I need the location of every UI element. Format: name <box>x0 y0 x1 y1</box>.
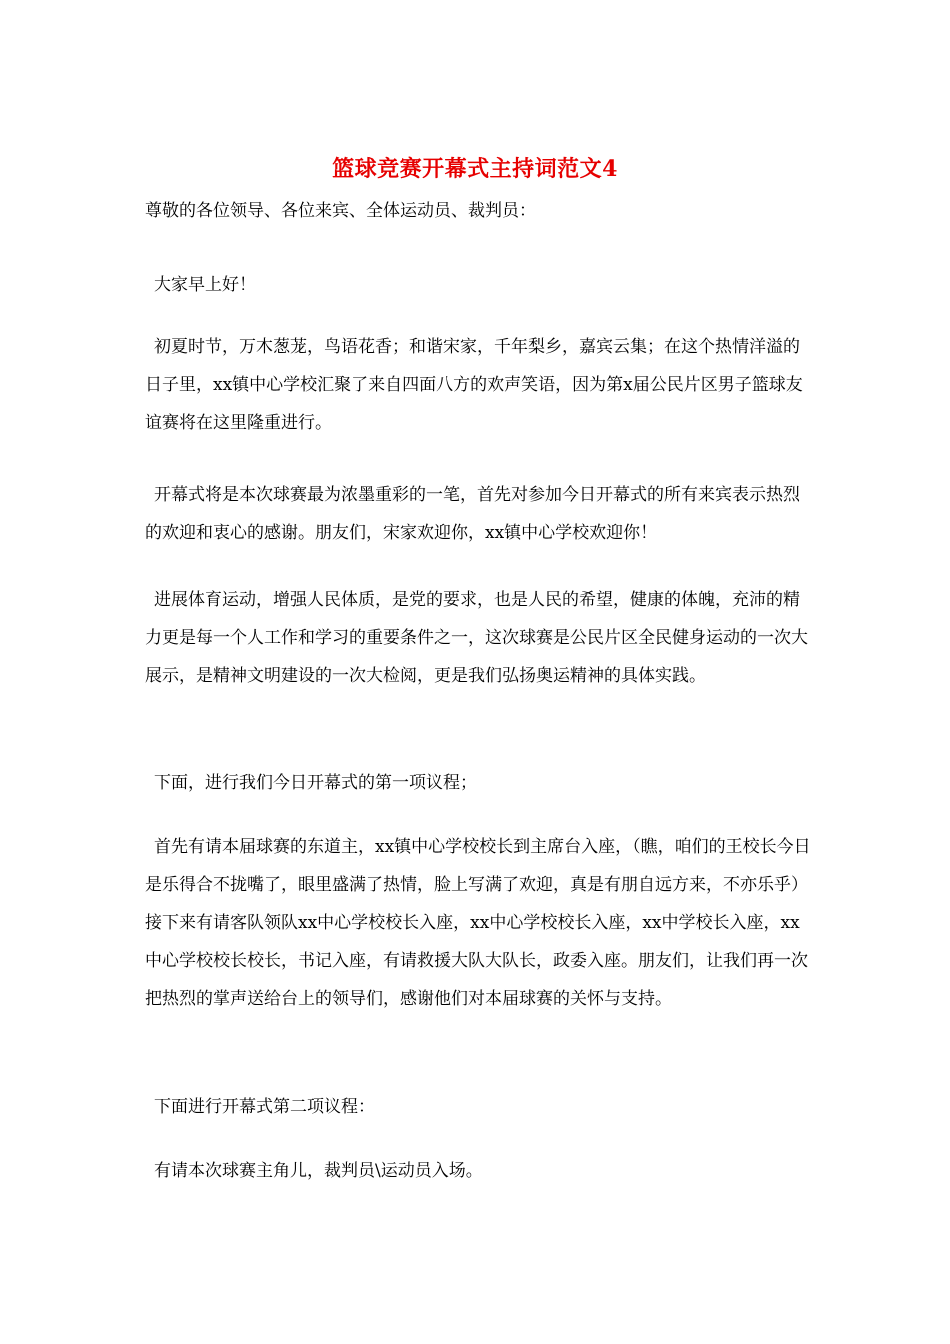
salutation: 尊敬的各位领导、各位来宾、全体运动员、裁判员： <box>145 201 536 221</box>
paragraph-guests: 首先有请本届球赛的东道主，xx镇中心学校校长到主席台入座，（瞧，咱们的王校长今日是乐得合不拢嘴了，眼里盛满了热情，脸上写满了欢迎，真是有朋自远方来，不亦乐乎）接下来有请客队领队xx中心学校校长入座，xx中心学校校长入座，xx中学校长入座，xx中心学校校长校长，书记入座，有请救援大队大队长，政委入座。朋友们，让我们再一次把热烈的掌声送给台上的领导们，感谢他们对本届球赛的关怀与支持。 <box>145 837 811 1009</box>
paragraph-entrance: 有请本次球赛主角儿，裁判员\运动员入场。 <box>154 1161 483 1181</box>
paragraph-agenda-one: 下面，进行我们今日开幕式的第一项议程； <box>154 773 477 793</box>
paragraph-welcome: 开幕式将是本次球赛最为浓墨重彩的一笔，首先对参加今日开幕式的所有来宾表示热烈的欢迎和衷心的感谢。朋友们，宋家欢迎你，xx镇中心学校欢迎你！ <box>145 485 800 543</box>
paragraph-agenda-two: 下面进行开幕式第二项议程： <box>154 1097 375 1117</box>
paragraph-sports: 进展体育运动，增强人民体质，是党的要求，也是人民的希望，健康的体魄，充沛的精力更是每一个人工作和学习的重要条件之一，这次球赛是公民片区全民健身运动的一次大展示，是精神文明建设的一次大检阅，更是我们弘扬奥运精神的具体实践。 <box>145 590 808 686</box>
paragraph-greeting: 大家早上好！ <box>154 275 256 295</box>
document-title: 篮球竞赛开幕式主持词范文4 <box>332 156 618 182</box>
paragraph-intro: 初夏时节，万木葱茏，鸟语花香；和谐宋家，千年梨乡，嘉宾云集；在这个热情洋溢的日子里，xx镇中心学校汇聚了来自四面八方的欢声笑语，因为第x届公民片区男子篮球友谊赛将在这里隆重进行。 <box>145 337 803 433</box>
